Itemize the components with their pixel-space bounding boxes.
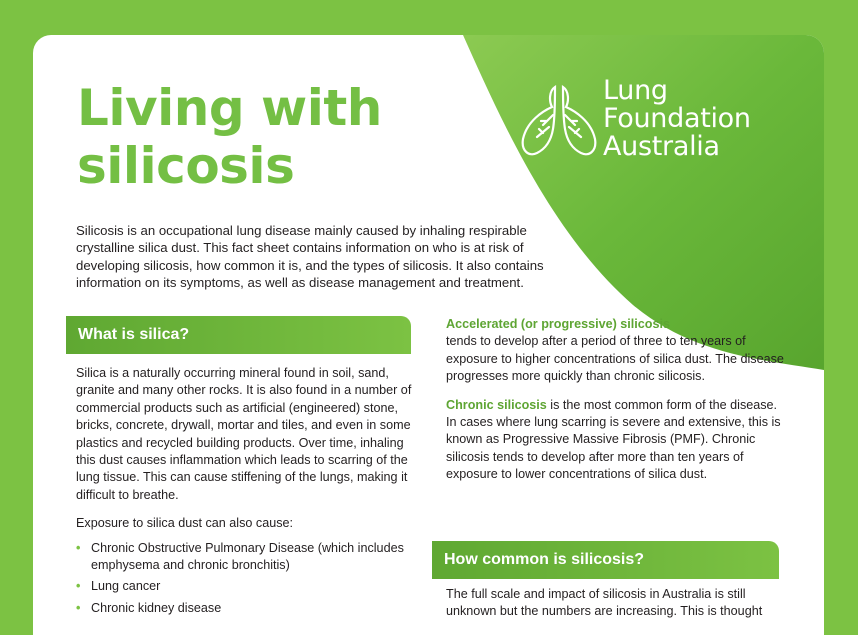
what-is-silica-section (76, 365, 421, 621)
intro-paragraph: Silicosis is an occupational lung disease mainly caused by inhaling respirable crystalline silica dust. This fact sheet contains information on who is at risk of developing silicosis, how common it is, and the types of silicosis. It also contains information on its symptoms, as well as disease management and treatment. (76, 223, 544, 290)
causes-intro: Exposure to silica dust can also cause: (76, 516, 294, 531)
title-line-2: silicosis (77, 137, 295, 195)
logo-line-3: Australia (603, 131, 720, 162)
logo-line-2: Foundation (603, 103, 751, 134)
chronic-text: is the most common form of the disease. In cases where lung scarring is severe and extensive, this is known as Progressive Massive Fibrosis (PMF). Chronic silicosis tends to develop after more than ten years of exposure to lower concentrations of silica dust. (446, 397, 781, 482)
causes-list (76, 540, 421, 618)
accelerated-text: tends to develop after a period of three to ten years of exposure to higher concentrations of silica dust. The disease progresses more quickly than chronic silicosis. (446, 334, 784, 384)
chronic-paragraph (446, 397, 786, 484)
lung-foundation-logo (519, 77, 789, 167)
lungs-icon (519, 81, 599, 161)
accelerated-term: Accelerated (or progressive) silicosis (446, 317, 670, 331)
section-heading-what-is-silica: What is silica? (66, 316, 411, 354)
page-title (77, 79, 382, 195)
logo-wordmark (603, 77, 751, 161)
title-line-1: Living with (77, 79, 382, 137)
fact-sheet-page (33, 35, 824, 635)
silica-paragraph: Silica is a naturally occurring mineral found in soil, sand, granite and many other rocks. It is also found in a number of commercial products such as artificial (engineered) stone, bricks, concrete, drywall, mortar and tiles, and even in some plastics and recycled building products. Over time, inhaling this dust causes inflammation which leads to scarring of the lung tissue. This can cause stiffening of the lungs, making it difficult to breathe. (76, 366, 412, 502)
how-common-paragraph: The full scale and impact of silicosis in Australia is still unknown but the numbers are increasing. This is thought (446, 587, 763, 619)
accelerated-paragraph (446, 316, 786, 386)
section-heading-how-common: How common is silicosis? (432, 541, 779, 579)
list-item: • Chronic kidney disease (76, 600, 421, 617)
types-of-silicosis-section (446, 316, 786, 495)
logo-line-1: Lung (603, 75, 668, 106)
list-item: • Lung cancer (76, 578, 421, 595)
list-item: • Chronic Obstructive Pulmonary Disease (which includes emphysema and chronic bronchitis) (76, 540, 421, 575)
chronic-term: Chronic silicosis (446, 397, 547, 412)
